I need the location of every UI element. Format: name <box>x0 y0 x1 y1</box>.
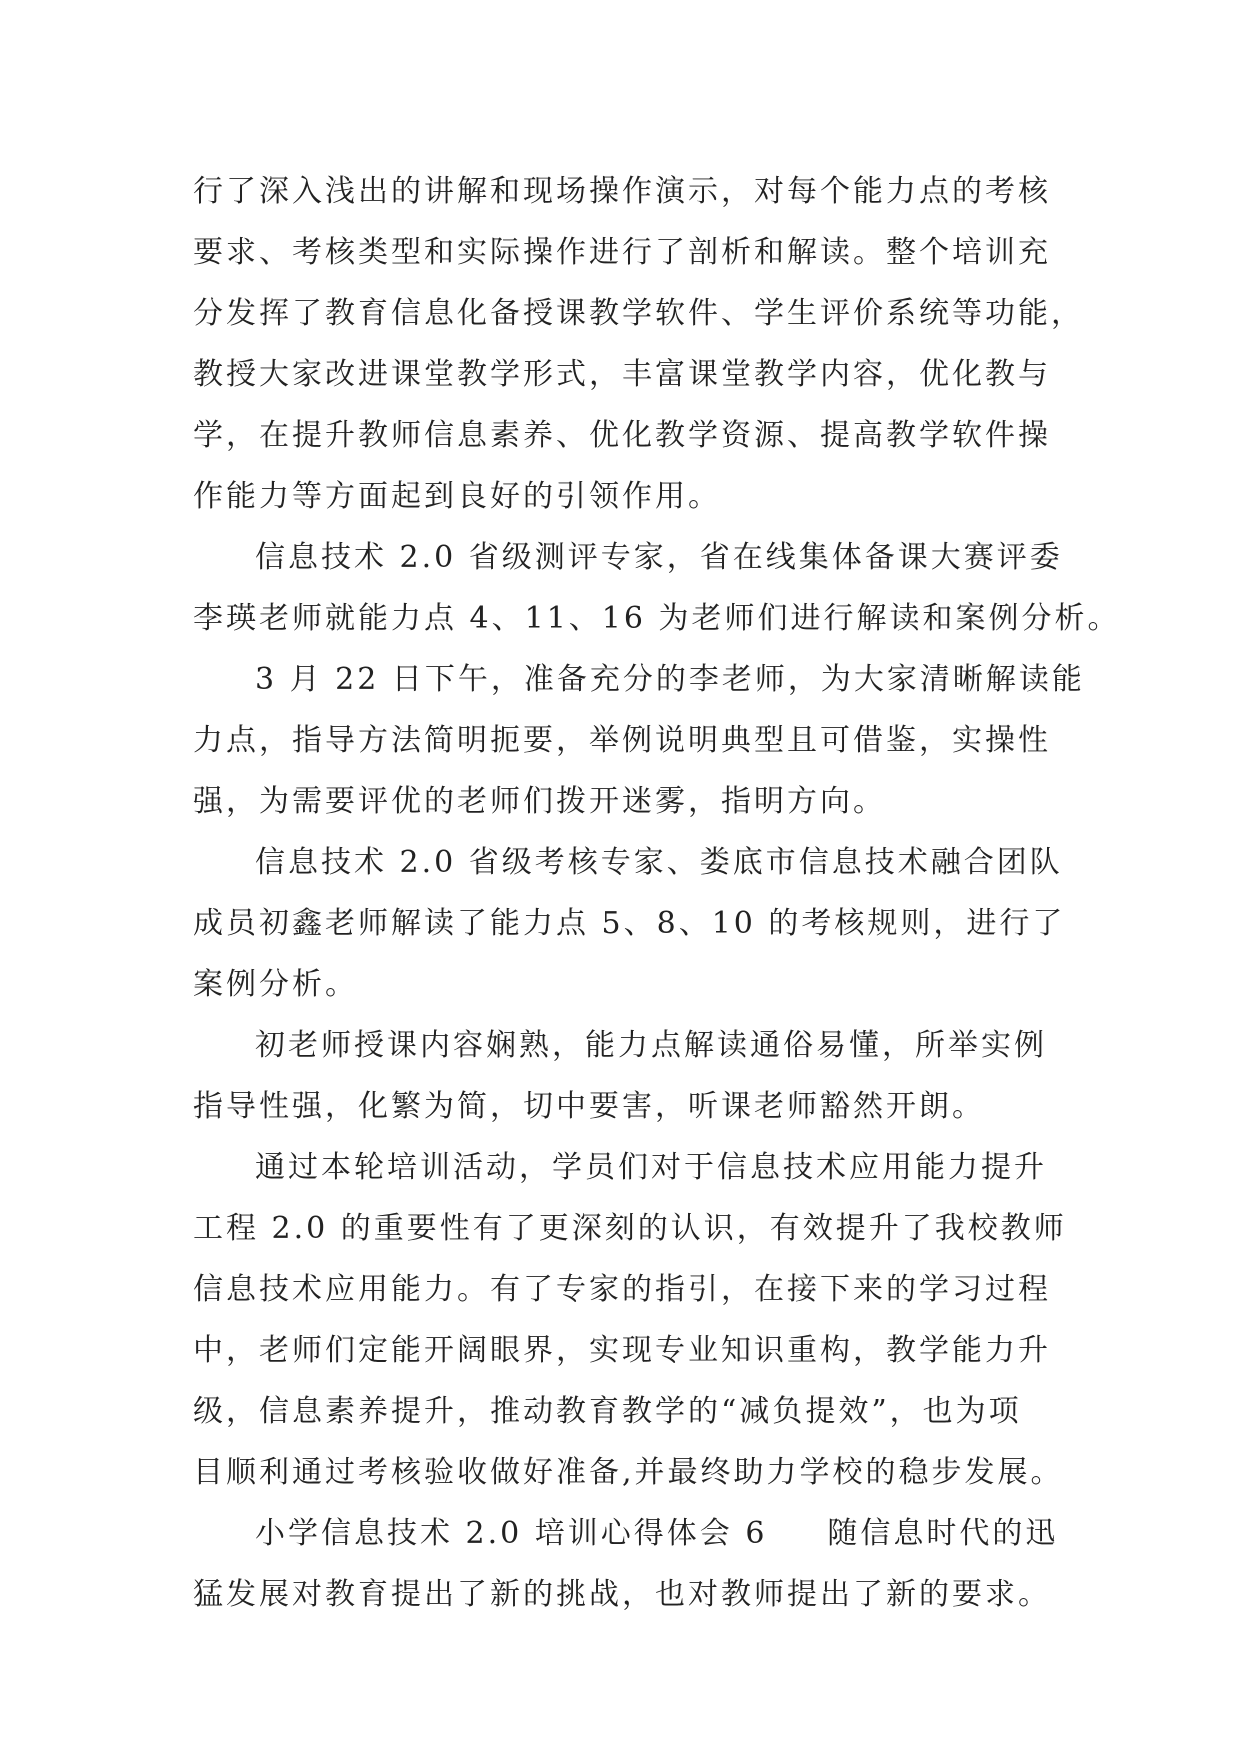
text-line: 力点，指导方法简明扼要，举例说明典型且可借鉴，实操性 <box>193 723 1051 758</box>
text-line: 行了深入浅出的讲解和现场操作演示，对每个能力点的考核 <box>193 174 1051 209</box>
paragraph-start-line: 初老师授课内容娴熟，能力点解读通俗易懂，所举实例 <box>255 1028 1047 1063</box>
text-line: 成员初鑫老师解读了能力点 5、8、10 的考核规则，进行了 <box>193 906 1066 941</box>
body-text <box>193 161 1121 1625</box>
paragraph-start-line: 通过本轮培训活动，学员们对于信息技术应用能力提升 <box>255 1150 1047 1185</box>
paragraph-start-line: 信息技术 2.0 省级测评专家，省在线集体备课大赛评委 <box>255 540 1063 575</box>
text-line: 李瑛老师就能力点 4、11、16 为老师们进行解读和案例分析。 <box>193 601 1121 636</box>
text-line: 分发挥了教育信息化备授课教学软件、学生评价系统等功能， <box>193 296 1084 331</box>
text-line: 要求、考核类型和实际操作进行了剖析和解读。整个培训充 <box>193 235 1051 270</box>
text-segment: 随信息时代的迅 <box>827 1516 1059 1551</box>
paragraph-start-line: 信息技术 2.0 省级考核专家、娄底市信息技术融合团队 <box>255 845 1063 880</box>
text-line: 教授大家改进课堂教学形式，丰富课堂教学内容，优化教与 <box>193 357 1051 392</box>
paragraph-start-line: 3 月 22 日下午，准备充分的李老师，为大家清晰解读能 <box>255 662 1085 697</box>
text-line: 猛发展对教育提出了新的挑战，也对教师提出了新的要求。 <box>193 1577 1051 1612</box>
text-line: 目顺利通过考核验收做好准备,并最终助力学校的稳步发展。 <box>193 1455 1064 1490</box>
text-line: 信息技术应用能力。有了专家的指引，在接下来的学习过程 <box>193 1272 1051 1307</box>
text-line: 强，为需要评优的老师们拨开迷雾，指明方向。 <box>193 784 886 819</box>
text-line: 工程 2.0 的重要性有了更深刻的认识，有效提升了我校教师 <box>193 1211 1067 1246</box>
text-line: 学，在提升教师信息素养、优化教学资源、提高教学软件操 <box>193 418 1051 453</box>
text-line: 中，老师们定能开阔眼界，实现专业知识重构，教学能力升 <box>193 1333 1051 1368</box>
paragraph-start-line <box>193 1503 1093 1564</box>
text-line: 指导性强，化繁为简，切中要害，听课老师豁然开朗。 <box>193 1089 985 1124</box>
text-line: 案例分析。 <box>193 967 358 1002</box>
text-line: 级，信息素养提升，推动教育教学的“减负提效”，也为项 <box>193 1394 1022 1429</box>
article-title: 小学信息技术 2.0 培训心得体会 6 <box>255 1516 768 1551</box>
text-line: 作能力等方面起到良好的引领作用。 <box>193 479 721 514</box>
